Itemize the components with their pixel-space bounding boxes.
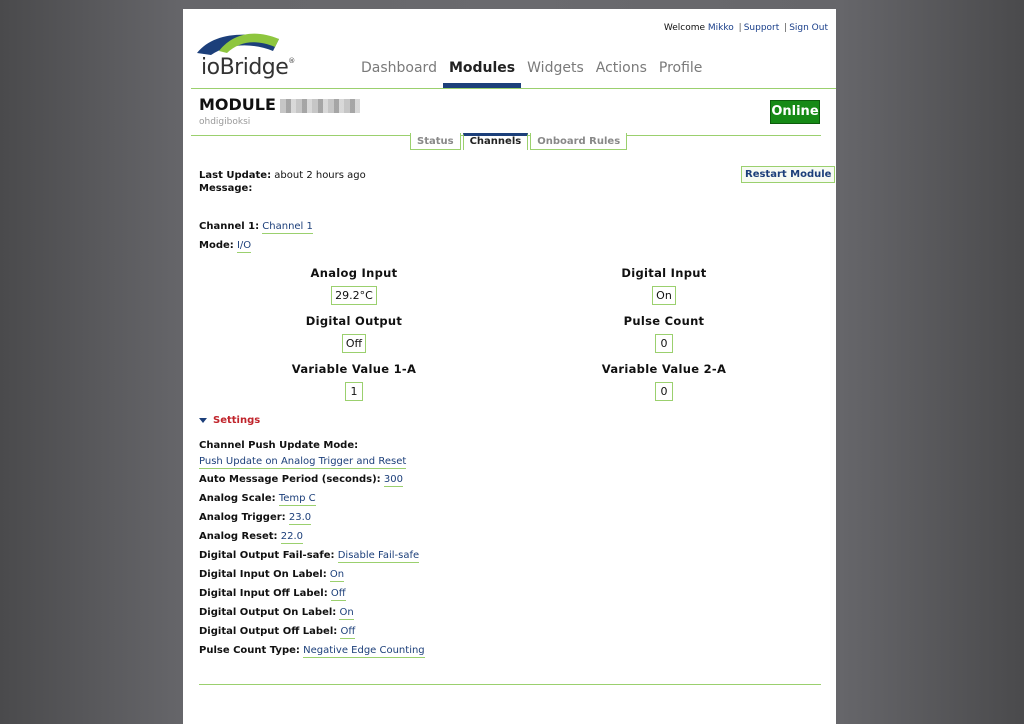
setting-value-link[interactable]: On [339, 607, 354, 618]
nav-tab-actions[interactable]: Actions [595, 60, 647, 76]
setting-row: Digital Output Off Label: Off [199, 626, 356, 637]
settings-list [199, 438, 425, 660]
io-value[interactable]: 0 [655, 382, 673, 401]
triangle-down-icon [199, 418, 207, 423]
io-digital-input [509, 266, 819, 305]
online-status-badge: Online [770, 100, 820, 124]
setting-row: Pulse Count Type: Negative Edge Counting [199, 645, 425, 656]
channel-label: Channel 1: [199, 221, 260, 232]
setting-value-link[interactable]: 23.0 [288, 512, 312, 523]
io-value[interactable]: 0 [655, 334, 673, 353]
io-pulse-count [509, 314, 819, 353]
setting-value-link[interactable]: Disable Fail-safe [337, 550, 420, 561]
separator: | [784, 23, 788, 33]
setting-row: Digital Output Fail-safe: Disable Fail-safe [199, 550, 420, 561]
last-update-value: about 2 hours ago [274, 170, 366, 181]
io-variable-1a [199, 362, 509, 401]
io-title: Digital Output [305, 314, 403, 328]
io-value[interactable]: On [652, 286, 676, 305]
io-title: Digital Input [621, 266, 707, 280]
user-bar [664, 23, 828, 33]
io-value[interactable]: Off [342, 334, 366, 353]
restart-module-button[interactable]: Restart Module [741, 166, 835, 183]
iobridge-logo[interactable] [193, 25, 295, 81]
setting-row: Digital Input Off Label: Off [199, 588, 346, 599]
setting-value-link[interactable]: 22.0 [280, 531, 303, 542]
io-title: Variable Value 2-A [601, 362, 727, 376]
redacted-module-id [280, 99, 360, 113]
logo-wordmark: ioBridge® [201, 55, 295, 80]
module-subtitle: ohdigiboksi [199, 117, 251, 127]
support-link[interactable]: Support [743, 23, 780, 33]
setting-value-link[interactable]: Off [340, 626, 356, 637]
io-title: Pulse Count [623, 314, 705, 328]
nav-tab-modules[interactable]: Modules [443, 59, 521, 88]
module-title: MODULE [199, 95, 360, 114]
nav-tab-dashboard[interactable]: Dashboard [361, 60, 437, 76]
mode-link[interactable]: I/O [236, 240, 252, 251]
message-label: Message: [199, 183, 253, 194]
channel-block [199, 217, 313, 255]
page-container [183, 9, 836, 724]
setting-value-link[interactable]: 300 [383, 474, 403, 485]
main-nav [355, 59, 708, 88]
io-variable-2a [509, 362, 819, 401]
settings-toggle[interactable]: Settings [199, 415, 260, 426]
footer-divider [199, 684, 821, 685]
setting-row: Digital Output On Label: On [199, 607, 354, 618]
io-analog-input [199, 266, 509, 305]
setting-value-link[interactable]: Off [330, 588, 346, 599]
io-title: Variable Value 1-A [291, 362, 417, 376]
io-digital-output [199, 314, 509, 353]
channel-name-link[interactable]: Channel 1 [262, 221, 313, 232]
io-value[interactable]: 29.2°C [331, 286, 377, 305]
module-subtabs [410, 133, 629, 150]
push-mode-link[interactable]: Push Update on Analog Trigger and Reset [199, 456, 407, 467]
setting-row: Digital Input On Label: On [199, 569, 345, 580]
nav-tab-profile[interactable]: Profile [658, 60, 703, 76]
tab-status[interactable]: Status [410, 133, 461, 150]
nav-tab-widgets[interactable]: Widgets [527, 60, 584, 76]
setting-row: Analog Scale: Temp C [199, 493, 316, 504]
separator: | [738, 23, 742, 33]
io-title: Analog Input [310, 266, 398, 280]
push-mode-label: Channel Push Update Mode: [199, 440, 359, 451]
io-value[interactable]: 1 [345, 382, 363, 401]
setting-row: Analog Trigger: 23.0 [199, 512, 312, 523]
welcome-text: Welcome [663, 23, 706, 33]
mode-label: Mode: [199, 240, 234, 251]
setting-value-link[interactable]: Temp C [278, 493, 316, 504]
last-update-block [199, 169, 366, 195]
setting-row: Analog Reset: 22.0 [199, 531, 303, 542]
user-link[interactable]: Mikko [707, 23, 734, 33]
tab-channels[interactable]: Channels [463, 133, 529, 150]
sign-out-link[interactable]: Sign Out [789, 23, 828, 33]
tab-onboard-rules[interactable]: Onboard Rules [530, 133, 627, 150]
setting-row: Auto Message Period (seconds): 300 [199, 474, 403, 485]
setting-value-link[interactable]: On [329, 569, 345, 580]
setting-value-link[interactable]: Negative Edge Counting [303, 645, 425, 656]
header-divider [191, 88, 836, 89]
last-update-label: Last Update: [199, 170, 272, 181]
